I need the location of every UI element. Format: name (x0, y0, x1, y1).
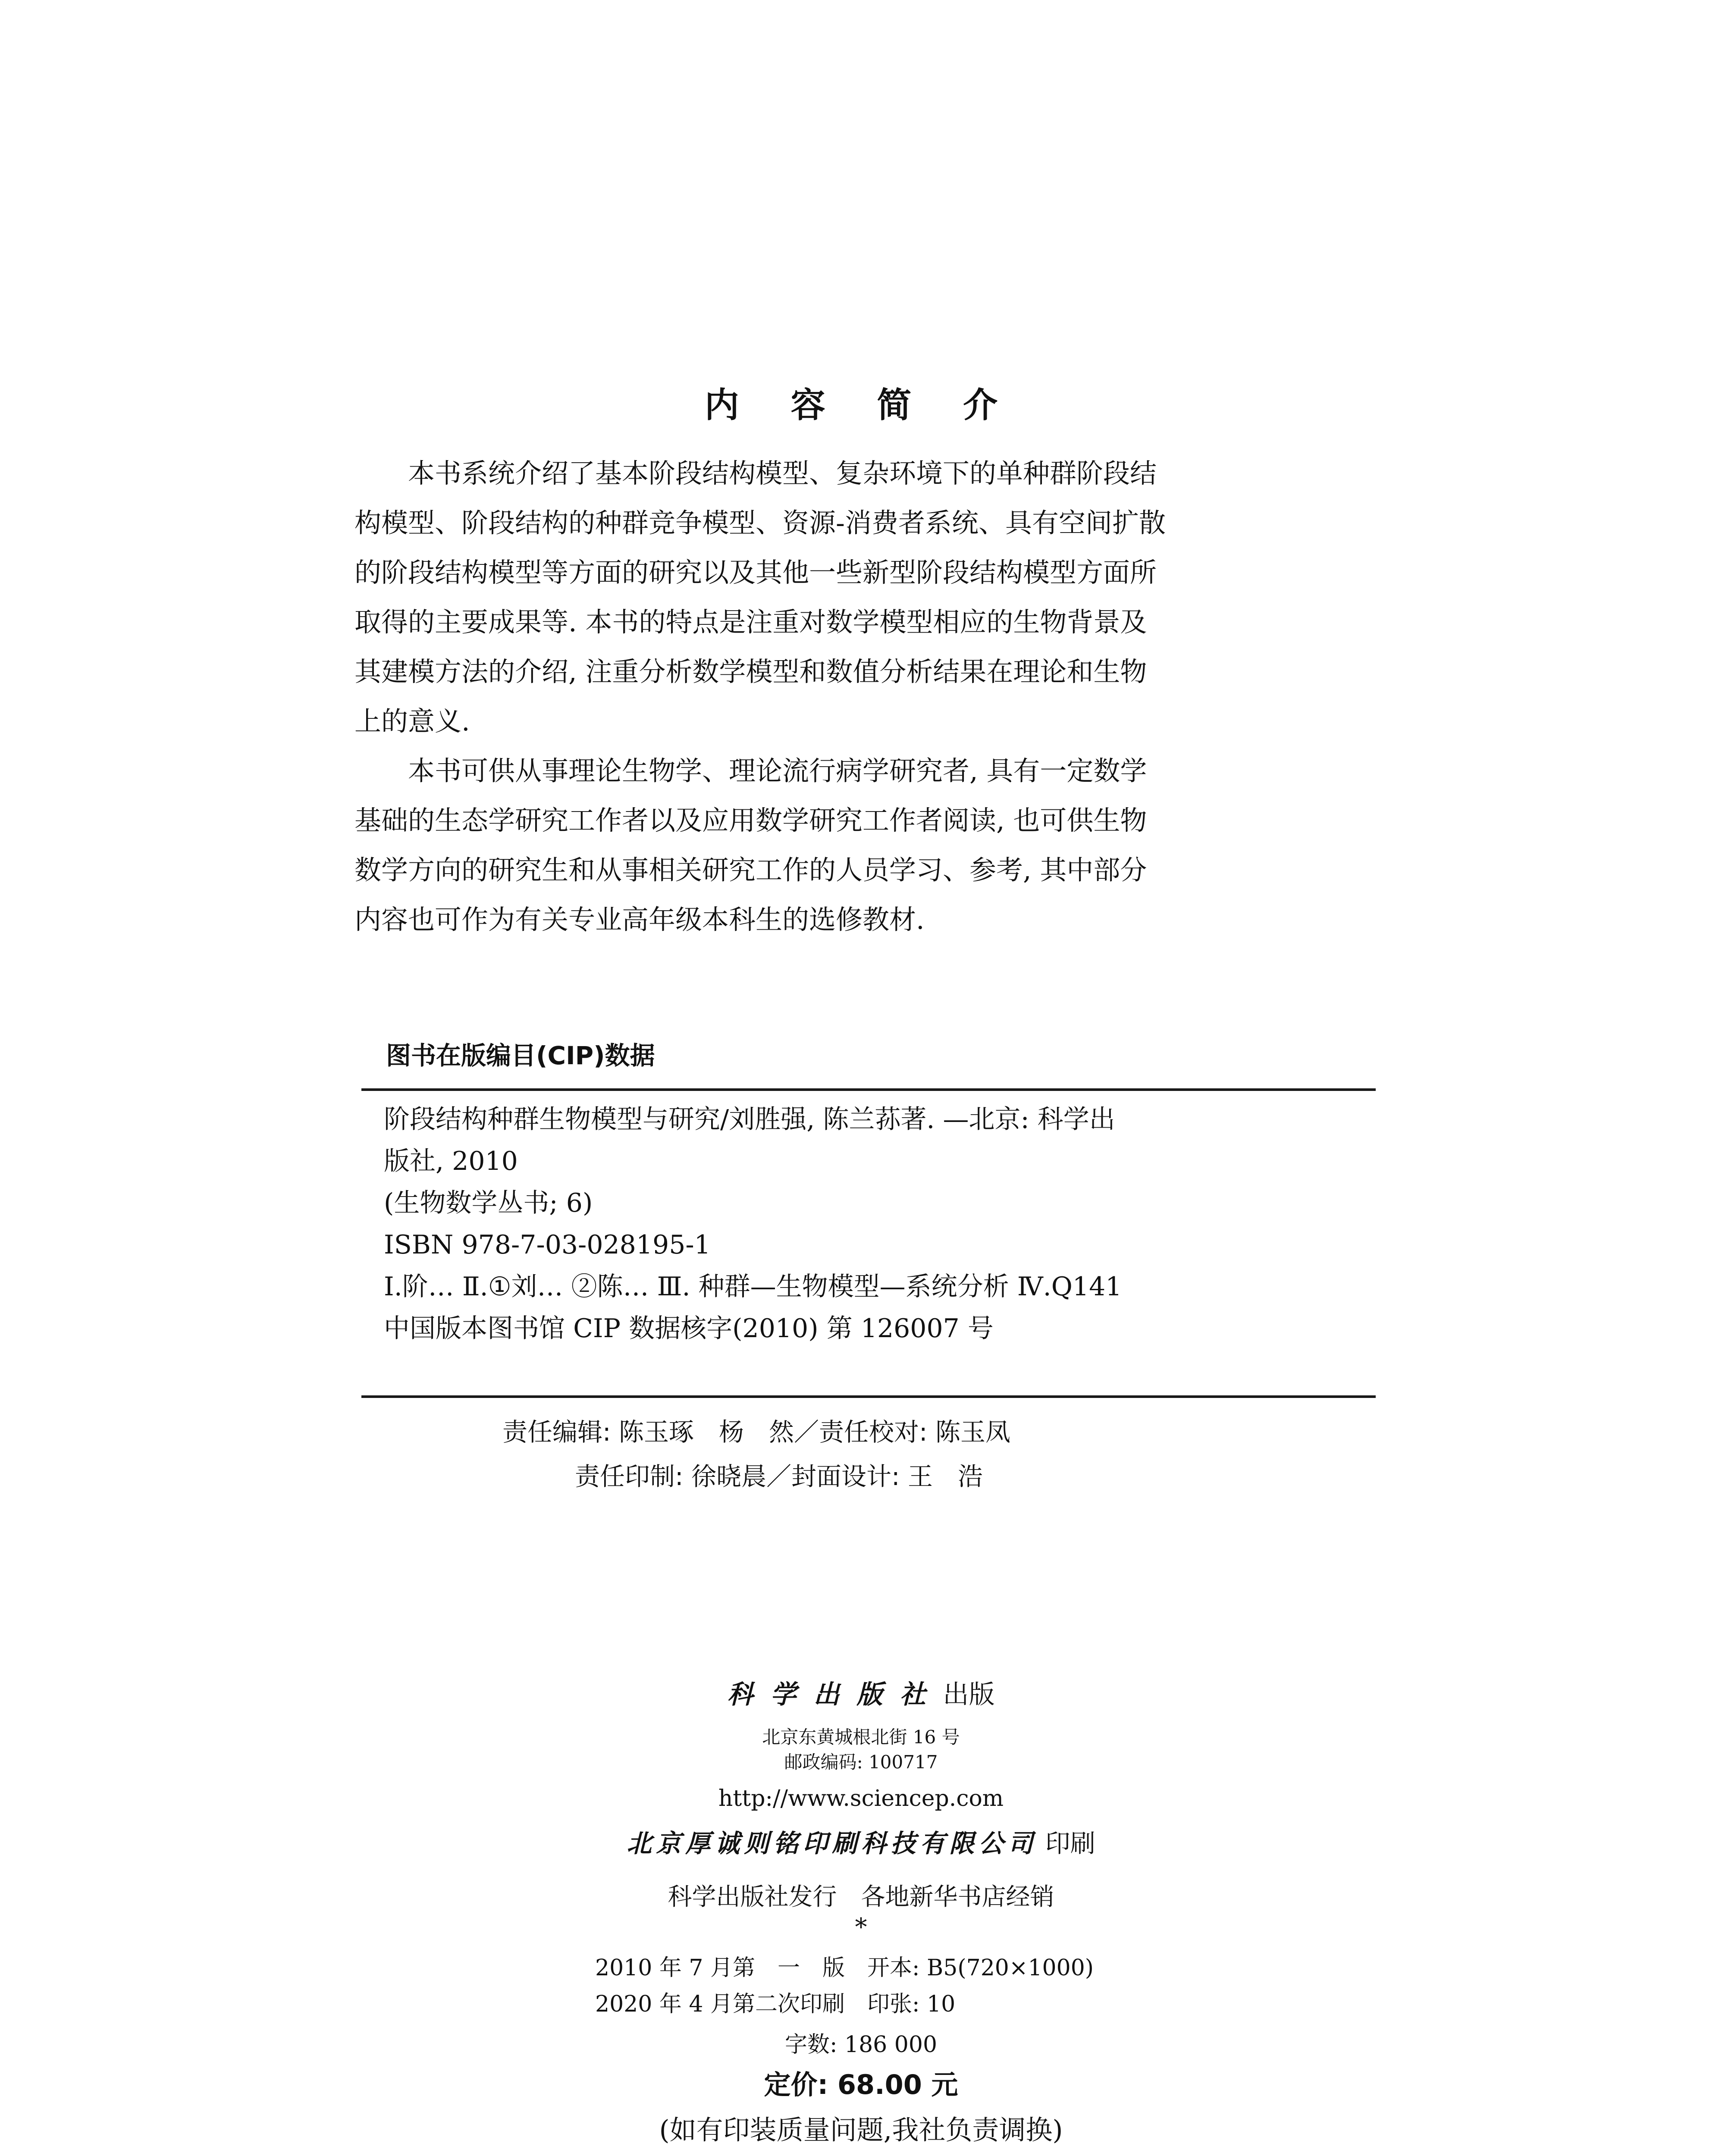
summary-line: 基础的生态学研究工作者以及应用数学研究工作者阅读, 也可供生物 (354, 805, 1147, 836)
cip-bottom-rule (361, 1395, 1376, 1398)
printer-suffix: 印刷 (1037, 1829, 1095, 1858)
summary-text (354, 448, 1374, 944)
editor-credit-line: 责任印制: 徐晓晨／封面设计: 王 浩 (575, 1462, 983, 1491)
summary-line: 上的意义. (354, 705, 470, 737)
quality-notice: (如有印装质量问题,我社负责调换) (659, 2114, 1063, 2146)
cip-line-title: 阶段结构种群生物模型与研究/刘胜强, 陈兰荪著. —北京: 科学出 (384, 1104, 1115, 1134)
summary-line: 其建模方法的介绍, 注重分析数学模型和数值分析结果在理论和生物 (354, 656, 1147, 687)
publisher-suffix: 出版 (943, 1680, 995, 1710)
printer-name: 北京厚诚则铭印刷科技有限公司 (627, 1829, 1038, 1858)
summary-line: 内容也可作为有关专业高年级本科生的选修教材. (354, 904, 925, 935)
summary-line: 取得的主要成果等. 本书的特点是注重对数学模型相应的生物背景及 (354, 606, 1147, 638)
publisher-postcode: 邮政编码: 100717 (784, 1752, 938, 1773)
cip-line-series: (生物数学丛书; 6) (384, 1188, 593, 1218)
summary-paragraph-1 (354, 448, 1374, 746)
publisher-address: 北京东黄城根北街 16 号 (762, 1727, 960, 1748)
cip-data (384, 1099, 1376, 1350)
publisher-line (0, 1675, 1722, 1714)
summary-line: 本书可供从事理论生物学、理论流行病学研究者, 具有一定数学 (354, 755, 1147, 787)
cip-line-record-number: 中国版本图书馆 CIP 数据核字(2010) 第 126007 号 (384, 1313, 994, 1344)
cip-line-isbn: ISBN 978-7-03-028195-1 (384, 1230, 711, 1260)
summary-title: 内 容 简 介 (704, 385, 1018, 425)
edition-line: 2010 年 7 月第 一 版 开本: B5(720×1000) (595, 1955, 1094, 1981)
cip-line-publisher: 版社, 2010 (384, 1146, 518, 1176)
summary-line: 数学方向的研究生和从事相关研究工作的人员学习、参考, 其中部分 (354, 854, 1147, 886)
cip-line-classification: Ⅰ.阶… Ⅱ.①刘… ②陈… Ⅲ. 种群—生物模型—系统分析 Ⅳ.Q141 (384, 1272, 1122, 1302)
publisher-url: http://www.sciencep.com (718, 1786, 1004, 1811)
price: 定价: 68.00 元 (764, 2069, 958, 2100)
distribution-line: 科学出版社发行 各地新华书店经销 (668, 1883, 1054, 1911)
editor-credit-line: 责任编辑: 陈玉琢 杨 然／责任校对: 陈玉凤 (502, 1417, 1010, 1447)
asterisk-separator: * (855, 1913, 867, 1941)
summary-line: 构模型、阶段结构的种群竞争模型、资源-消费者系统、具有空间扩散 (354, 507, 1166, 539)
cip-top-rule (361, 1088, 1376, 1091)
edition-info (595, 1950, 1094, 2022)
editor-credits (502, 1410, 1010, 1499)
summary-line: 本书系统介绍了基本阶段结构模型、复杂环境下的单种群阶段结 (354, 458, 1157, 489)
printer-line (0, 1824, 1722, 1863)
summary-paragraph-2 (354, 746, 1374, 944)
publisher-name: 科学出版社 (727, 1680, 943, 1710)
cip-heading: 图书在版编目(CIP)数据 (386, 1041, 655, 1070)
word-count: 字数: 186 000 (784, 2032, 938, 2058)
printing-line: 2020 年 4 月第二次印刷 印张: 10 (595, 1991, 956, 2017)
summary-line: 的阶段结构模型等方面的研究以及其他一些新型阶段结构模型方面所 (354, 557, 1157, 588)
